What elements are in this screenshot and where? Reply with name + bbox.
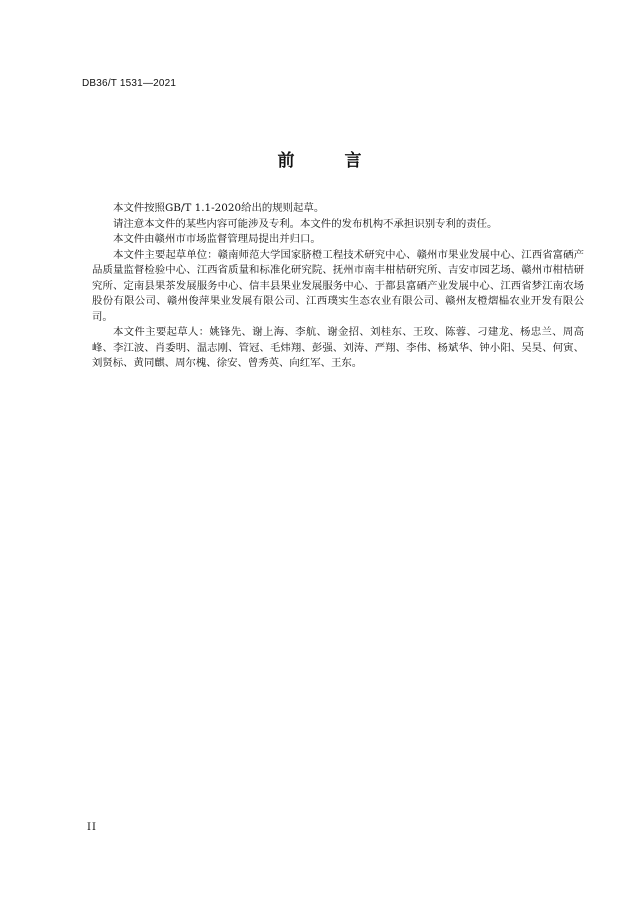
paragraph-drafting-units: 本文件主要起草单位：赣南师范大学国家脐橙工程技术研究中心、赣州市果业发展中心、江西省富硒产品质量监督检验中心、江西省质量和标准化研究院、抚州市南丰柑桔研究所、吉安市园艺场、赣州市柑桔研究所、定南县果茶发展服务中心、信丰县果业发展服务中心、于都县富硒产业发展中心、江西省梦江南农场股份有限公司、赣州俊萍果业发展有限公司、江西璞实生态农业有限公司、赣州友橙熠榀农业开发有限公司。 — [92, 248, 584, 323]
page-number: II — [87, 822, 97, 833]
paragraph-drafting-rules: 本文件按照GB/T 1.1-2020给出的规则起草。 — [113, 202, 325, 214]
section-title: 前 言 — [277, 151, 384, 171]
document-code: DB36/T 1531—2021 — [82, 78, 177, 89]
paragraph-proposer: 本文件由赣州市市场监督管理局提出并归口。 — [113, 233, 321, 245]
paragraph-patent-notice: 请注意本文件的某些内容可能涉及专利。本文件的发布机构不承担识别专利的责任。 — [113, 217, 498, 230]
document-body — [92, 201, 584, 372]
paragraph-drafters: 本文件主要起草人：姚锋先、谢上海、李航、谢金招、刘桂东、王玫、陈蓉、刁建龙、杨忠兰、周高峰、李江波、肖委明、温志刚、管冠、毛炜翔、彭强、刘涛、严翔、李伟、杨斌华、钟小阳、吴昊、何寅、刘贤标、黄同麒、周尔槐、徐安、曾秀英、向红军、王东。 — [92, 326, 584, 369]
